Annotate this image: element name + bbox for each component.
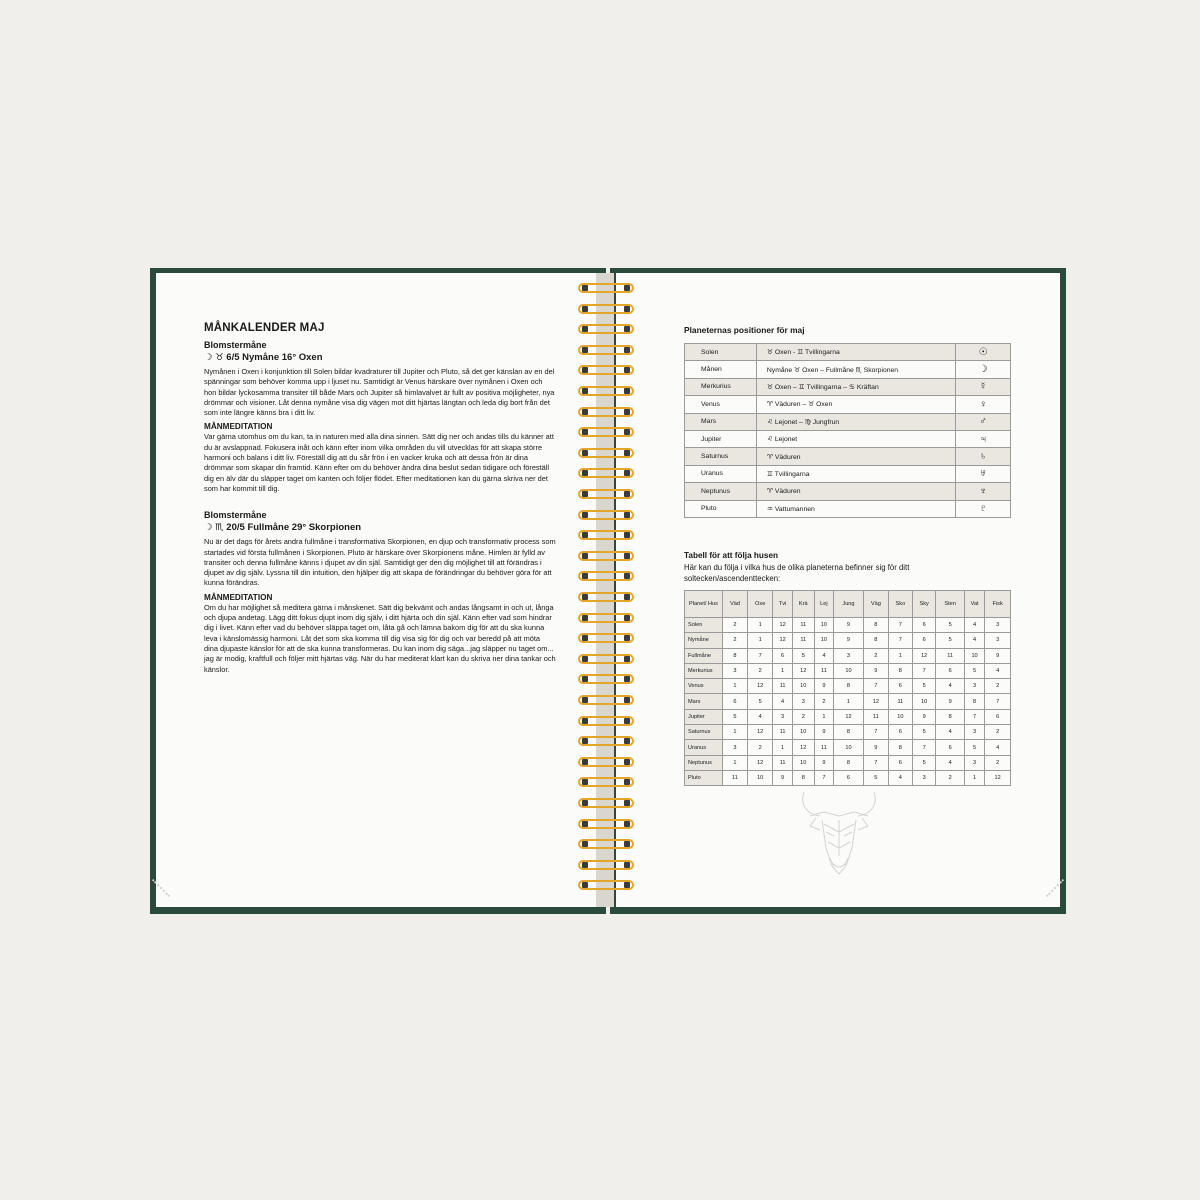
planet-name: Uranus <box>685 465 757 482</box>
houses-column-header: Fisk <box>985 591 1011 618</box>
houses-cell: 10 <box>834 740 864 755</box>
houses-cell: 1 <box>888 648 912 663</box>
houses-cell: 7 <box>747 648 773 663</box>
houses-cell: 1 <box>747 618 773 633</box>
houses-cell: 11 <box>792 633 814 648</box>
houses-cell: 9 <box>936 694 964 709</box>
houses-cell: 4 <box>814 648 833 663</box>
planet-row <box>685 500 1011 517</box>
houses-cell: 6 <box>888 679 912 694</box>
houses-column-header: Sko <box>888 591 912 618</box>
houses-cell: 2 <box>723 618 748 633</box>
houses-cell: 9 <box>863 663 888 678</box>
spiral-coil <box>578 283 634 293</box>
planet-position: ♉ Oxen – ♊ Tvillingarna – ♋ Kräftan <box>756 378 955 395</box>
spiral-coil <box>578 427 634 437</box>
houses-cell: 4 <box>747 709 773 724</box>
houses-cell: 1 <box>723 679 748 694</box>
houses-cell: 9 <box>814 755 833 770</box>
houses-column-header: Väg <box>863 591 888 618</box>
houses-cell: 7 <box>985 694 1011 709</box>
houses-cell: 12 <box>834 709 864 724</box>
houses-cell: 11 <box>773 679 792 694</box>
houses-cell: 4 <box>964 618 984 633</box>
houses-cell: 10 <box>964 648 984 663</box>
houses-cell: 9 <box>985 648 1011 663</box>
planet-row <box>685 448 1011 465</box>
planet-position: ♈ Väduren – ♉ Oxen <box>756 396 955 413</box>
houses-planet-name: Solen <box>685 618 723 633</box>
houses-cell: 10 <box>814 618 833 633</box>
planet-position: Nymåne ♉ Oxen – Fullmåne ♏ Skorpionen <box>756 361 955 378</box>
houses-cell: 5 <box>723 709 748 724</box>
planet-row <box>685 396 1011 413</box>
houses-cell: 5 <box>912 725 935 740</box>
section2-moon-line: ☽ ♏ 20/5 Fullmåne 29° Skorpionen <box>204 522 362 534</box>
houses-cell: 11 <box>773 755 792 770</box>
planet-symbol: ♃ <box>956 430 1011 447</box>
houses-cell: 12 <box>792 663 814 678</box>
planet-symbol: ♂ <box>956 413 1011 430</box>
houses-column-header: Tvi <box>773 591 792 618</box>
planet-name: Saturnus <box>685 448 757 465</box>
houses-cell: 3 <box>912 770 935 785</box>
houses-cell: 7 <box>912 740 935 755</box>
houses-cell: 12 <box>747 755 773 770</box>
houses-cell: 12 <box>863 694 888 709</box>
houses-cell: 7 <box>888 618 912 633</box>
houses-cell: 8 <box>936 709 964 724</box>
houses-planet-name: Merkurius <box>685 663 723 678</box>
houses-cell: 11 <box>814 740 833 755</box>
bull-illustration <box>796 786 882 882</box>
spiral-coil <box>578 468 634 478</box>
houses-cell: 11 <box>723 770 748 785</box>
spiral-coil <box>578 695 634 705</box>
houses-cell: 12 <box>792 740 814 755</box>
houses-cell: 10 <box>834 663 864 678</box>
houses-cell: 8 <box>834 755 864 770</box>
houses-cell: 9 <box>814 679 833 694</box>
planet-symbol: ☉ <box>956 344 1011 361</box>
section2-meditation-text: Om du har möjlighet så meditera gärna i månskenet. Sätt dig bekvämt och andas långsamt in och ut, långa och djupa andetag. Lägg ditt fokus djupt inom dig själv, i ditt hjärta och din själ. Känn efter vad som hindrar dig i livet. Känn efter vad du behöver släppa taget om, låta gå och lämna bakom dig för att du ska kunna leva i känslomässig harmoni. Låt det som ska komma till dig visa sig för dig och var beredd på att möta dina djupaste känslor för att de ska kunna transformeras. Du kan inom dig säga...jag släpper nu taget om... jag är modig, kraftfull och följer mitt hjärtas väg. När du har mediterat klart kan du skriva ner dina tankar och känslor. <box>204 602 556 674</box>
houses-cell: 2 <box>985 679 1011 694</box>
spiral-coil <box>578 407 634 417</box>
houses-row <box>685 618 1011 633</box>
houses-cell: 11 <box>814 663 833 678</box>
houses-cell: 2 <box>747 740 773 755</box>
houses-cell: 1 <box>747 633 773 648</box>
houses-cell: 9 <box>834 633 864 648</box>
houses-cell: 12 <box>985 770 1011 785</box>
houses-planet-name: Fullmåne <box>685 648 723 663</box>
houses-cell: 4 <box>888 770 912 785</box>
houses-cell: 8 <box>792 770 814 785</box>
spiral-coil <box>578 571 634 581</box>
houses-cell: 2 <box>863 648 888 663</box>
houses-cell: 10 <box>888 709 912 724</box>
houses-cell: 2 <box>792 709 814 724</box>
planet-name: Mars <box>685 413 757 430</box>
planet-name: Pluto <box>685 500 757 517</box>
planet-symbol: ♀ <box>956 396 1011 413</box>
planet-position: ♈ Väduren <box>756 483 955 500</box>
section1-meditation-text: Var gärna utomhus om du kan, ta in naturen med alla dina sinnen. Sätt dig ner och andas tills du känner att du är avslappnad. Fokusera inåt och känn efter inom vilka områden du vill utvecklas för att skapa större harmoni och balans i ditt liv. Föreställ dig att du sår frön i en vacker kruka och att dessa frön är dina drömmar som skapar din framtid. Känn efter om du behöver ändra dina beslut sedan tidigare och föreställ dig en älv där du släpper taget om kanten och följer flödet. Efter meditationen kan du gärna skriva ner det som har kommit till dig. <box>204 432 554 493</box>
houses-cell: 6 <box>723 694 748 709</box>
houses-subtitle: Här kan du följa i vilka hus de olika planeterna befinner sig för ditt soltecken/ascendenttecken: <box>684 563 910 583</box>
houses-planet-name: Saturnus <box>685 725 723 740</box>
houses-cell: 2 <box>936 770 964 785</box>
spiral-coil <box>578 448 634 458</box>
houses-cell: 12 <box>747 679 773 694</box>
houses-cell: 5 <box>912 679 935 694</box>
houses-cell: 1 <box>834 694 864 709</box>
houses-cell: 2 <box>747 663 773 678</box>
spiral-coil <box>578 757 634 767</box>
planet-symbol: ♇ <box>956 500 1011 517</box>
houses-cell: 2 <box>723 633 748 648</box>
spiral-coil <box>578 345 634 355</box>
houses-cell: 5 <box>936 633 964 648</box>
houses-cell: 4 <box>936 679 964 694</box>
houses-row <box>685 633 1011 648</box>
houses-planet-name: Nymåne <box>685 633 723 648</box>
houses-cell: 6 <box>773 648 792 663</box>
spiral-coil <box>578 365 634 375</box>
houses-cell: 5 <box>912 755 935 770</box>
houses-cell: 12 <box>747 725 773 740</box>
houses-cell: 11 <box>792 618 814 633</box>
houses-cell: 3 <box>834 648 864 663</box>
houses-cell: 5 <box>964 740 984 755</box>
houses-cell: 6 <box>888 755 912 770</box>
houses-cell: 10 <box>792 679 814 694</box>
houses-cell: 1 <box>773 740 792 755</box>
houses-cell: 11 <box>773 725 792 740</box>
section2-text: Nu är det dags för årets andra fullmåne i transformativa Skorpionen, en djup och transformativ process som startades vid första fullmånen i Skorpionen. Pluto är härskare över Skorpionens måne. Himlen är fylld av transiter och denna fullmåne känns i djupet av din själ. Samtidigt ger den dig möjlighet till att förändras i djupet av dig själv. Lyssna till din intuition, den hjälper dig att skapa de förändringar du behöver göra för att kunna förändras. <box>204 537 556 588</box>
planet-symbol: ☿ <box>956 378 1011 395</box>
houses-cell: 11 <box>863 709 888 724</box>
houses-cell: 3 <box>985 618 1011 633</box>
houses-cell: 5 <box>863 770 888 785</box>
spiral-coil <box>578 489 634 499</box>
planets-title: Planeternas positioner för maj <box>684 325 805 335</box>
spiral-coil <box>578 777 634 787</box>
houses-cell: 4 <box>773 694 792 709</box>
houses-column-header: Sten <box>936 591 964 618</box>
houses-cell: 3 <box>964 725 984 740</box>
spiral-coil <box>578 613 634 623</box>
planet-symbol: ♆ <box>956 483 1011 500</box>
houses-cell: 10 <box>792 725 814 740</box>
planet-position: ♒ Vattumannen <box>756 500 955 517</box>
houses-cell: 1 <box>723 725 748 740</box>
spiral-coil <box>578 736 634 746</box>
houses-cell: 4 <box>985 663 1011 678</box>
houses-cell: 5 <box>964 663 984 678</box>
houses-cell: 5 <box>936 618 964 633</box>
houses-row <box>685 770 1011 785</box>
houses-row <box>685 740 1011 755</box>
planet-row <box>685 465 1011 482</box>
planet-name: Jupiter <box>685 430 757 447</box>
spiral-coil <box>578 592 634 602</box>
houses-row <box>685 725 1011 740</box>
planet-row <box>685 430 1011 447</box>
houses-cell: 12 <box>773 633 792 648</box>
houses-cell: 12 <box>912 648 935 663</box>
houses-cell: 6 <box>888 725 912 740</box>
houses-table <box>684 590 1011 786</box>
houses-planet-name: Jupiter <box>685 709 723 724</box>
houses-row <box>685 663 1011 678</box>
section2-subtitle: Blomstermåne <box>204 510 267 521</box>
planet-symbol: ☽ <box>956 361 1011 378</box>
planets-table <box>684 343 1011 518</box>
planet-position: ♌ Lejonet <box>756 430 955 447</box>
houses-cell: 9 <box>773 770 792 785</box>
houses-column-header: Sky <box>912 591 935 618</box>
houses-cell: 7 <box>863 755 888 770</box>
planet-symbol: ♄ <box>956 448 1011 465</box>
houses-column-header: Jung <box>834 591 864 618</box>
houses-cell: 1 <box>964 770 984 785</box>
houses-cell: 8 <box>834 679 864 694</box>
houses-cell: 10 <box>747 770 773 785</box>
houses-cell: 2 <box>985 725 1011 740</box>
houses-cell: 3 <box>964 679 984 694</box>
planet-name: Neptunus <box>685 483 757 500</box>
planet-symbol: ♅ <box>956 465 1011 482</box>
houses-planet-name: Mars <box>685 694 723 709</box>
houses-column-header: Lej <box>814 591 833 618</box>
section1-subtitle: Blomstermåne <box>204 340 267 350</box>
spiral-coil <box>578 551 634 561</box>
spiral-coil <box>578 633 634 643</box>
houses-cell: 4 <box>936 725 964 740</box>
planet-row <box>685 413 1011 430</box>
houses-planet-name: Pluto <box>685 770 723 785</box>
houses-cell: 8 <box>834 725 864 740</box>
houses-cell: 10 <box>792 755 814 770</box>
houses-planet-name: Neptunus <box>685 755 723 770</box>
spiral-coil <box>578 674 634 684</box>
spiral-coil <box>578 798 634 808</box>
houses-column-header: Planet/ Hus <box>685 591 723 618</box>
section2-meditation-title: MÅNMEDITATION <box>204 592 273 602</box>
houses-cell: 6 <box>834 770 864 785</box>
houses-cell: 7 <box>964 709 984 724</box>
houses-cell: 6 <box>912 633 935 648</box>
houses-cell: 7 <box>814 770 833 785</box>
houses-cell: 11 <box>936 648 964 663</box>
houses-cell: 7 <box>912 663 935 678</box>
houses-cell: 10 <box>814 633 833 648</box>
houses-cell: 6 <box>912 618 935 633</box>
houses-cell: 9 <box>863 740 888 755</box>
houses-cell: 2 <box>985 755 1011 770</box>
houses-cell: 6 <box>985 709 1011 724</box>
houses-column-header: Vat <box>964 591 984 618</box>
page-title: MÅNKALENDER MAJ <box>204 322 325 334</box>
houses-cell: 3 <box>723 740 748 755</box>
houses-row <box>685 648 1011 663</box>
houses-cell: 9 <box>912 709 935 724</box>
houses-row <box>685 679 1011 694</box>
planet-name: Merkurius <box>685 378 757 395</box>
spiral-coil <box>578 324 634 334</box>
houses-cell: 9 <box>814 725 833 740</box>
houses-cell: 3 <box>773 709 792 724</box>
spiral-coil <box>578 860 634 870</box>
section1-moon-line: ☽ ♉ 6/5 Nymåne 16° Oxen <box>204 352 323 363</box>
houses-cell: 3 <box>792 694 814 709</box>
spiral-coil <box>578 819 634 829</box>
planet-position: ♊ Tvillingarna <box>756 465 955 482</box>
houses-cell: 7 <box>863 725 888 740</box>
houses-cell: 12 <box>773 618 792 633</box>
houses-cell: 11 <box>888 694 912 709</box>
houses-cell: 3 <box>723 663 748 678</box>
houses-cell: 9 <box>834 618 864 633</box>
houses-cell: 1 <box>773 663 792 678</box>
spiral-coil <box>578 304 634 314</box>
houses-planet-name: Uranus <box>685 740 723 755</box>
planet-name: Solen <box>685 344 757 361</box>
houses-cell: 4 <box>985 740 1011 755</box>
houses-cell: 3 <box>985 633 1011 648</box>
houses-cell: 5 <box>792 648 814 663</box>
planet-name: Månen <box>685 361 757 378</box>
planet-position: ♌ Lejonet – ♍ Jungfrun <box>756 413 955 430</box>
spiral-coil <box>578 880 634 890</box>
houses-column-header: Oxe <box>747 591 773 618</box>
houses-cell: 4 <box>936 755 964 770</box>
spiral-coil <box>578 510 634 520</box>
planet-name: Venus <box>685 396 757 413</box>
planet-position: ♈ Väduren <box>756 448 955 465</box>
houses-cell: 6 <box>936 740 964 755</box>
spiral-coil <box>578 386 634 396</box>
houses-cell: 6 <box>936 663 964 678</box>
houses-cell: 5 <box>747 694 773 709</box>
houses-column-header: Väd <box>723 591 748 618</box>
houses-cell: 2 <box>814 694 833 709</box>
houses-cell: 1 <box>814 709 833 724</box>
houses-cell: 10 <box>912 694 935 709</box>
houses-cell: 8 <box>723 648 748 663</box>
houses-column-header: Krä <box>792 591 814 618</box>
houses-cell: 8 <box>964 694 984 709</box>
houses-cell: 8 <box>863 633 888 648</box>
planet-row <box>685 361 1011 378</box>
spiral-coil <box>578 530 634 540</box>
houses-row <box>685 694 1011 709</box>
planet-position: ♉ Oxen - ♊ Tvillingarna <box>756 344 955 361</box>
planet-row <box>685 483 1011 500</box>
houses-cell: 8 <box>888 740 912 755</box>
houses-cell: 7 <box>888 633 912 648</box>
houses-title: Tabell för att följa husen <box>684 551 779 560</box>
houses-cell: 7 <box>863 679 888 694</box>
section1-meditation-title: MÅNMEDITATION <box>204 422 273 432</box>
planet-row <box>685 344 1011 361</box>
section1-text: Nymånen i Oxen i konjunktion till Solen bildar kvadraturer till Jupiter och Pluto, så det ger känslan av en del spänningar som behöver komma upp i ljuset nu. Samtidigt är Venus härskare över nymånen i Oxen och hon bildar lyckosamma transiter till både Mars och Jupiter så himlavalvet är fullt av positiva möjligheter, nya drömmar och visioner. Låt denna nymåne visa dig vägen mot ditt hjärtas längtan och leda dig bort från det som inte längre känns bra i ditt liv. <box>204 367 555 418</box>
houses-cell: 8 <box>863 618 888 633</box>
spiral-coil <box>578 654 634 664</box>
houses-cell: 8 <box>888 663 912 678</box>
houses-row <box>685 755 1011 770</box>
left-page-content <box>204 322 556 679</box>
spiral-coil <box>578 839 634 849</box>
spiral-coil <box>578 716 634 726</box>
planet-row <box>685 378 1011 395</box>
houses-row <box>685 709 1011 724</box>
houses-cell: 3 <box>964 755 984 770</box>
houses-cell: 1 <box>723 755 748 770</box>
houses-cell: 4 <box>964 633 984 648</box>
houses-planet-name: Venus <box>685 679 723 694</box>
